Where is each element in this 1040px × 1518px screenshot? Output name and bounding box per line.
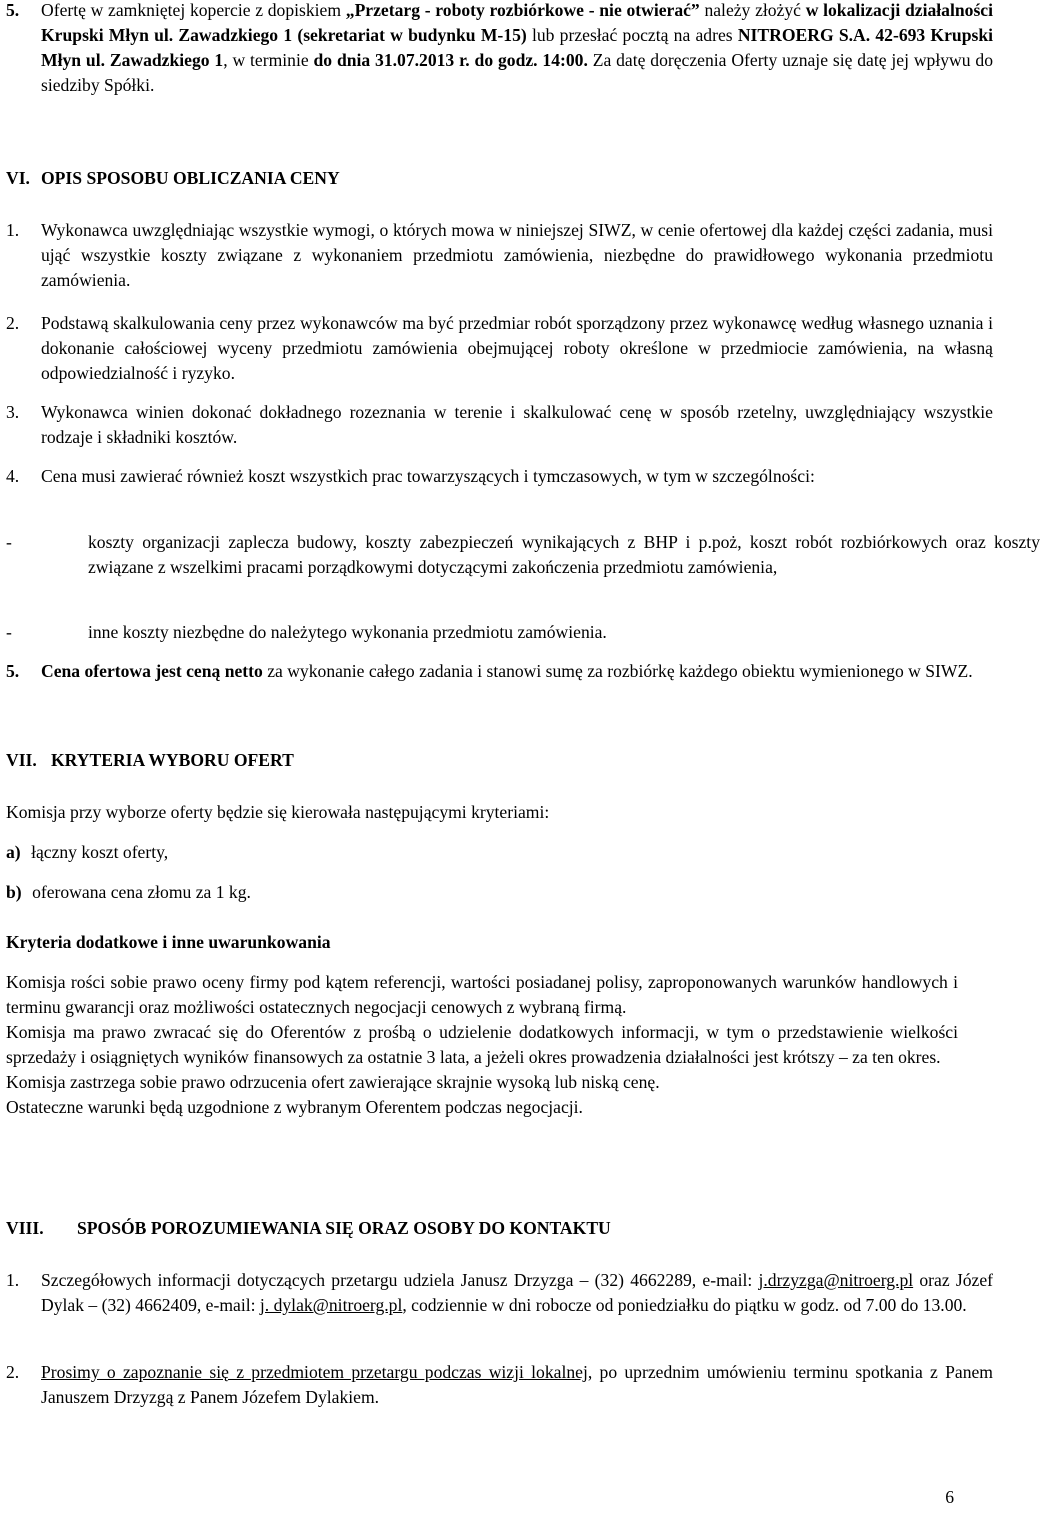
paragraph: Komisja rości sobie prawo oceny firmy pod kątem referencji, wartości posiadanej polisy, zaproponowanych warunków handlowych i terminu gwarancji oraz możliwości ostatecznych negocjacji cenowych z wybraną firmą. [6, 972, 958, 1017]
section-title: SPOSÓB POROZUMIEWANIA SIĘ ORAZ OSOBY DO KONTAKTU [77, 1218, 611, 1238]
section-title: KRYTERIA WYBORU OFERT [51, 750, 294, 770]
section-heading-viii [6, 1216, 611, 1241]
criteria-item: b) oferowana cena złomu za 1 kg. [6, 882, 251, 902]
paragraph: Komisja ma prawo zwracać się do Oferentów z prośbą o udzielenie dodatkowych informacji, w tym o przedstawienie wielkości sprzedaży i osiągniętych wyników finansowych za ostatnie 3 lata, a jeżeli okres prowadzenia działalności jest krótszy – za ten okres. [6, 1022, 958, 1067]
paragraph: Ostateczne warunki będą uzgodnione z wybranym Oferentem podczas negocjacji. [6, 1097, 583, 1117]
paragraph: Ofertę w zamkniętej kopercie z dopiskiem „Przetarg - roboty rozbiórkowe - nie otwierać” należy złożyć w lokalizacji działalności Krupski Młyn ul. Zawadzkiego 1 (sekretariat w budynku M-15) lub przesłać pocztą na adres NITROERG S.A. 42-693 Krupski Młyn ul. Zawadzkiego 1, w terminie do dnia 31.07.2013 r. do godz. 14:00. Za datę doręczenia Oferty uznaje się datę jej wpływu do siedziby Spółki. [41, 0, 994, 95]
section-number: VII. [6, 750, 37, 770]
list-item: 3. Wykonawca winien dokonać dokładnego rozeznania w terenie i skalkulować cenę w sposób rzetelny, uwzględniający wszystkie rodzaje i składniki kosztów. [6, 402, 993, 447]
list-item: 5. Cena ofertowa jest ceną netto za wykonanie całego zadania i stanowi sumę za rozbiórkę każdego obiektu wymienionego w SIWZ. [6, 661, 973, 681]
list-item: 1. Wykonawca uwzględniając wszystkie wymogi, o których mowa w niniejszej SIWZ, w cenie ofertowej dla każdej części zadania, musi ująć wszystkie koszty związane z wykonaniem przedmiotu zamówienia, niezbędne do prawidłowego wykonania przedmiotu zamówienia. [6, 220, 993, 290]
list-number: 5. [6, 0, 20, 20]
list-item-5-offer-submission [6, 0, 993, 98]
dash-list-item: - koszty organizacji zaplecza budowy, koszty zabezpieczeń wynikających z BHP i p.poż, koszt robót rozbiórkowych oraz koszty związane z wszelkimi pracami porządkowymi dotyczącymi zakończenia przedmiotu zamówienia, [6, 532, 1040, 577]
page-number: 6 [945, 1487, 954, 1507]
list-item: 4. Cena musi zawierać również koszt wszystkich prac towarzyszących i tymczasowych, w tym w szczególności: [6, 466, 815, 486]
paragraph: Komisja zastrzega sobie prawo odrzucenia ofert zawierające skrajnie wysoką lub niską cenę. [6, 1072, 660, 1092]
site-visit-text: Prosimy o zapoznanie się z przedmiotem przetargu podczas wizji lokalnej [41, 1362, 588, 1382]
section-heading-vi [6, 166, 340, 191]
subheading: Kryteria dodatkowe i inne uwarunkowania [6, 932, 331, 952]
criteria-item: a) łączny koszt oferty, [6, 842, 169, 862]
section-heading-vii [6, 748, 294, 773]
section-number: VI. [6, 168, 30, 188]
section-number: VIII. [6, 1218, 44, 1238]
email-link-drzyzga[interactable]: j.drzyzga@nitroerg.pl [758, 1270, 914, 1290]
section-title: OPIS SPOSOBU OBLICZANIA CENY [41, 168, 340, 188]
email-link-dylak[interactable]: j. dylak@nitroerg.pl [259, 1295, 403, 1315]
list-item-site-visit: 2. Prosimy o zapoznanie się z przedmiotem przetargu podczas wizji lokalnej, po uprzednim umówieniu terminu spotkania z Panem Januszem Drzyzgą z Panem Józefem Dylakiem. [6, 1362, 993, 1407]
criteria-intro: Komisja przy wyborze oferty będzie się kierowała następującymi kryteriami: [6, 802, 550, 822]
additional-conditions [6, 970, 958, 1120]
list-item-contact: 1. Szczegółowych informacji dotyczących przetargu udziela Janusz Drzyzga – (32) 4662289, e-mail: j.drzyzga@nitroerg.pl oraz Józef Dylak – (32) 4662409, e-mail: j. dylak@nitroerg.pl, codziennie w dni robocze od poniedziałku do piątku w godz. od 7.00 do 13.00. [6, 1270, 993, 1315]
list-item: 2. Podstawą skalkulowania ceny przez wykonawców ma być przedmiar robót sporządzony przez wykonawcę według własnego uznania i dokonanie całościowej wyceny przedmiotu zamówienia obejmującej roboty określone w przedmiocie zamówienia, na własną odpowiedzialność i ryzyko. [6, 313, 993, 383]
dash-list-item: - inne koszty niezbędne do należytego wykonania przedmiotu zamówienia. [6, 622, 607, 642]
